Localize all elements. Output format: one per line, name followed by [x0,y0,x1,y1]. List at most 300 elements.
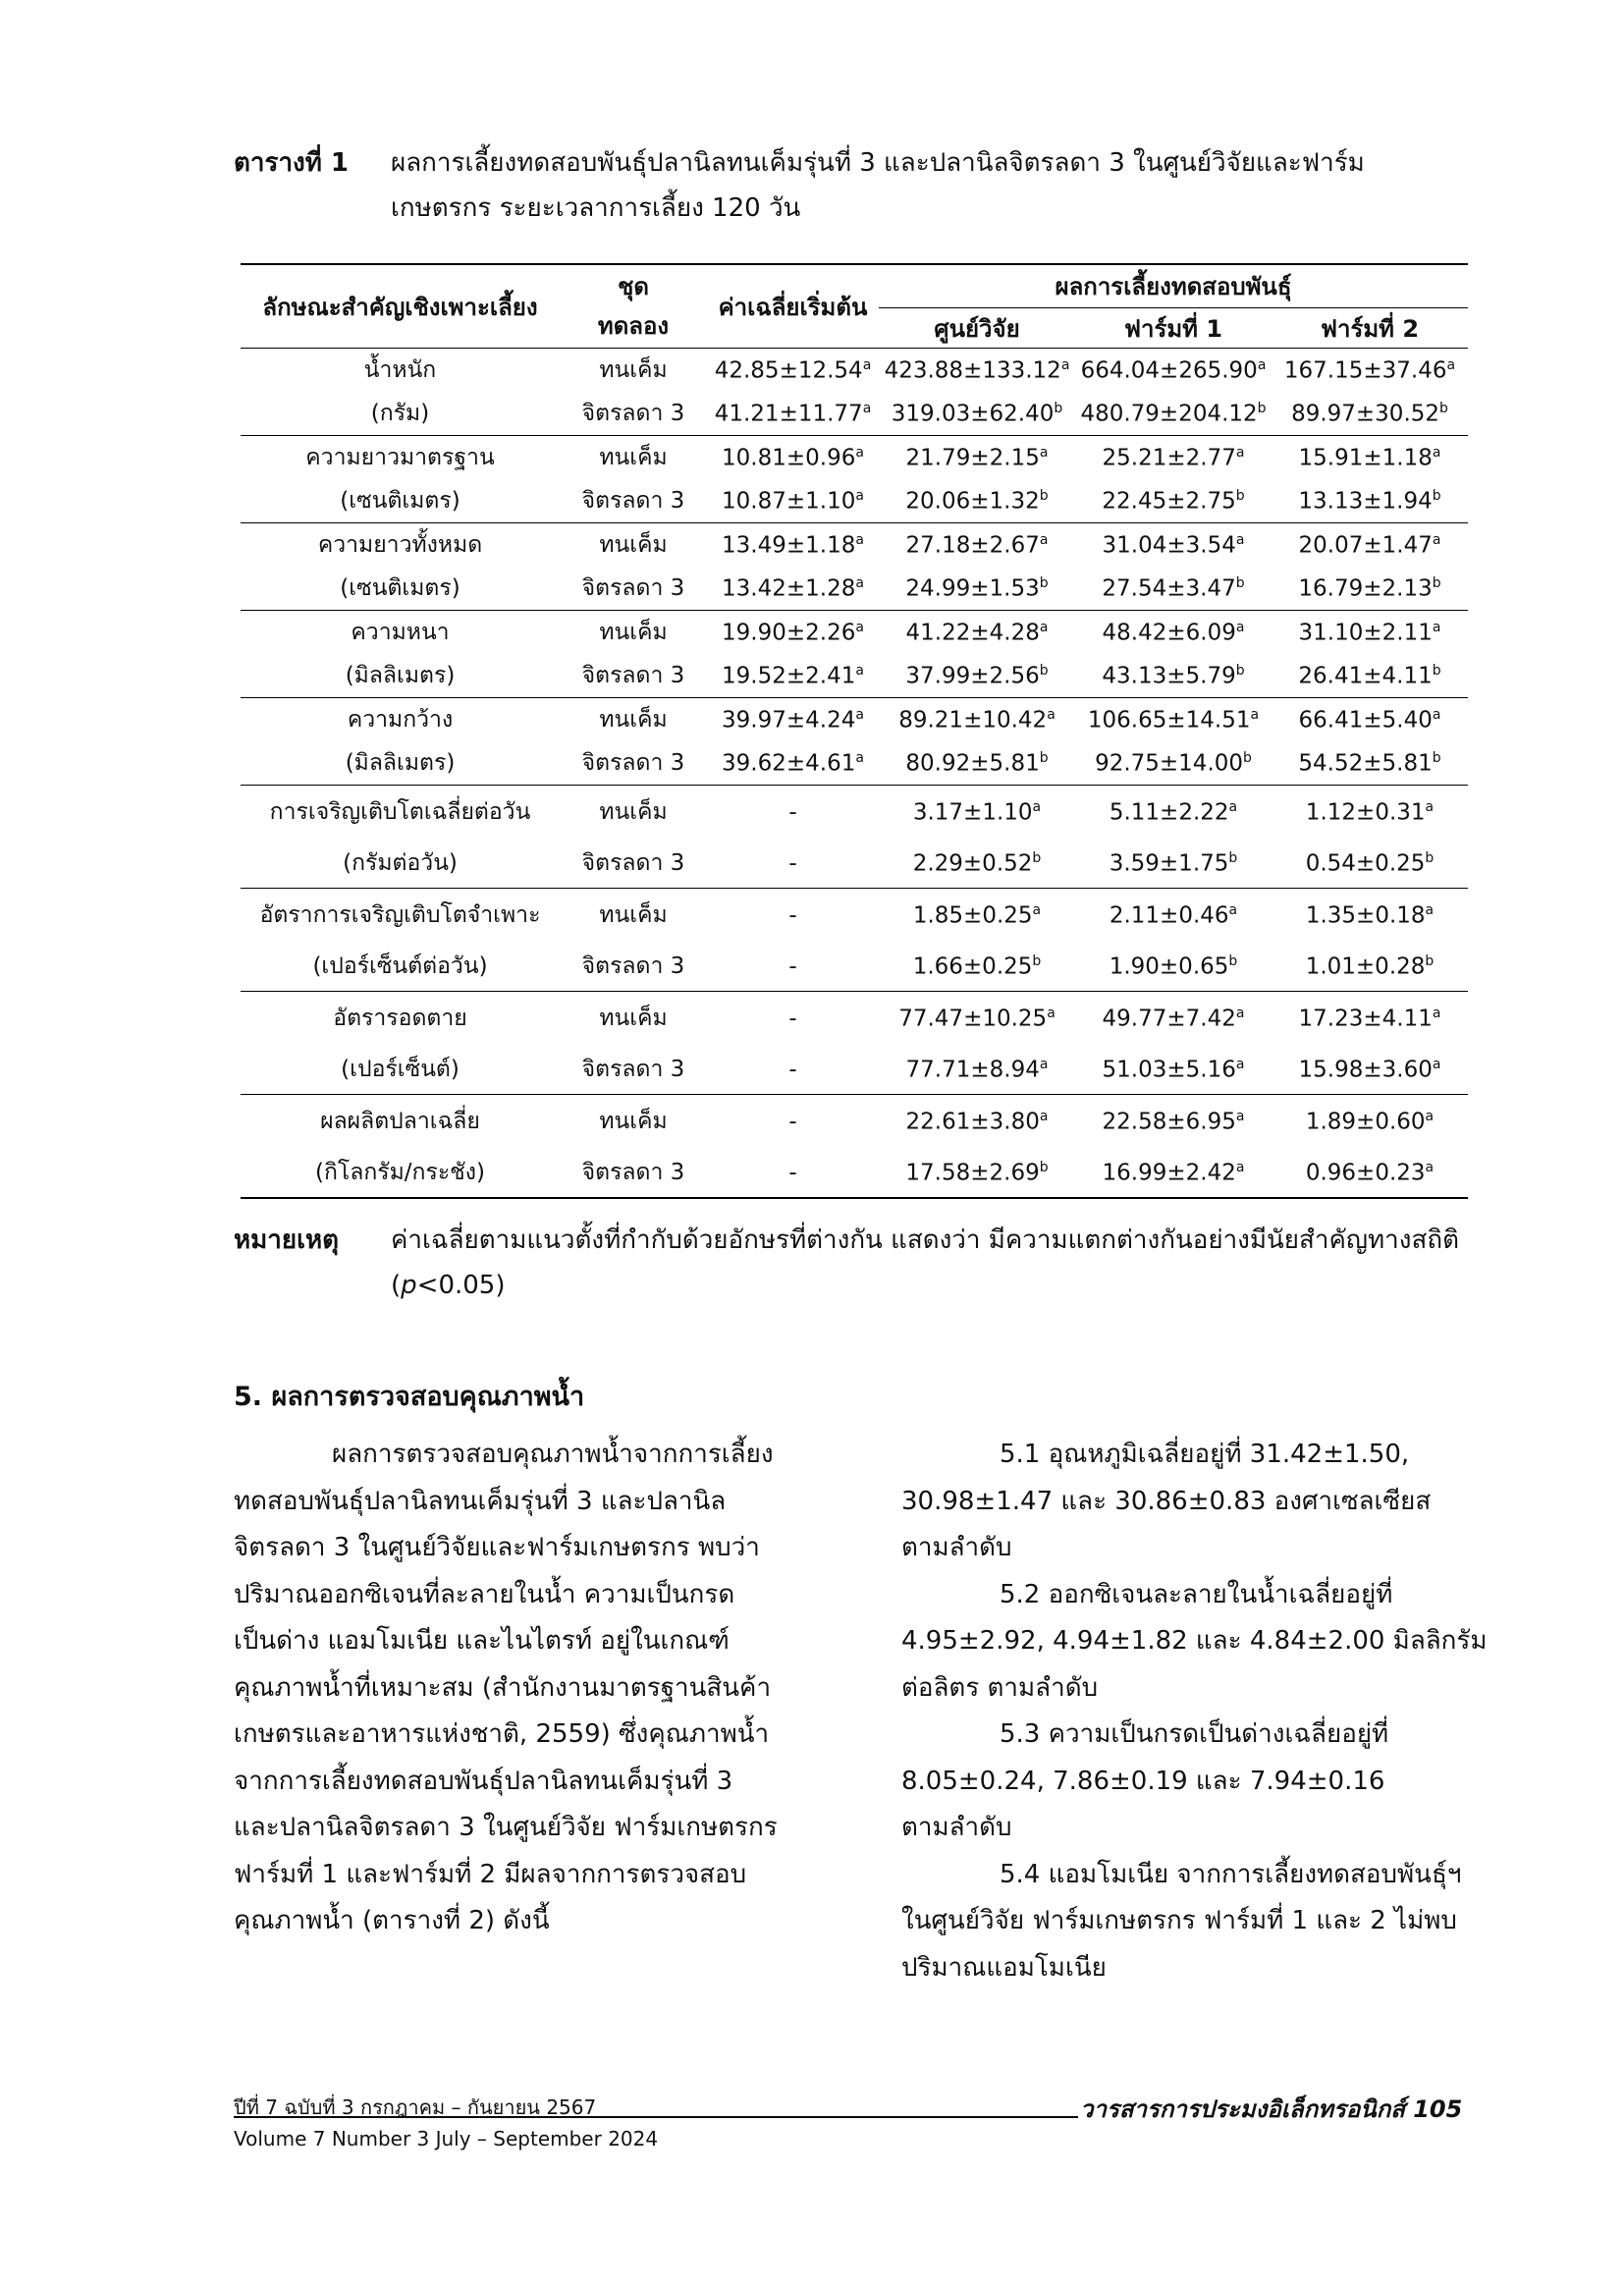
cell-farm1 [1075,436,1272,480]
row-set: จิตรลดา 3 [560,1148,707,1198]
cell-value: - [788,1160,797,1186]
row-set: จิตรลดา 3 [560,567,707,611]
paragraph-line: เป็นด่าง แอมโมเนีย และไนไตรท์ อยู่ในเกณฑ์ [234,1626,730,1656]
cell-value: 77.47±10.25 [898,1006,1048,1032]
significance-letter: b [1257,400,1267,416]
significance-letter: a [1235,531,1245,548]
cell-value: 664.04±265.90 [1080,357,1258,384]
row-set: ทนเค็ม [599,532,668,558]
row-unit: (กรัมต่อวัน) [241,839,560,889]
cell-farm2 [1272,567,1468,611]
header-set-line2: ทดลอง [597,312,670,340]
significance-letter: a [1432,619,1441,635]
cell-value: 25.21±2.77 [1102,445,1236,471]
cell-value: - [788,1006,797,1032]
cell-farm2 [1272,889,1468,943]
significance-letter: a [1060,356,1070,373]
significance-letter: b [1425,849,1435,866]
row-unit: (เปอร์เซ็นต์) [241,1045,560,1095]
cell-value: 106.65±14.51 [1087,707,1251,734]
significance-letter: a [1039,444,1049,461]
paragraph-line: ฟาร์มที่ 1 และฟาร์มที่ 2 มีผลจากการตรวจสอบ [234,1859,747,1889]
significance-letter: a [1425,1159,1435,1175]
cell-value: 0.54±0.25 [1305,850,1426,877]
cell-value: 49.77±7.42 [1102,1006,1236,1032]
cell-value: 51.03±5.16 [1102,1057,1236,1083]
table-row [241,786,1468,840]
row-set: ทนเค็ม [599,445,668,470]
paragraph-line: จิตรลดา 3 ในศูนย์วิจัยและฟาร์มเกษตรกร พบว่า [234,1533,760,1562]
paragraph-line: ต่อลิตร ตามลำดับ [901,1672,1099,1703]
row-characteristic: อัตราการเจริญเติบโตจำเพาะ [259,902,541,928]
row-characteristic: การเจริญเติบโตเฉลี่ยต่อวัน [269,799,531,825]
significance-letter: a [1235,1056,1245,1072]
cell-value: 17.58±2.69 [905,1160,1040,1186]
table-caption-text [391,140,1490,231]
cell-initial [707,479,879,523]
cell-initial [707,654,879,698]
cell-center [879,698,1075,742]
paragraph-line: ตามลำดับ [901,1533,1012,1562]
cell-center [879,654,1075,698]
row-set: ทนเค็ม [599,357,668,383]
note-p-symbol: p [401,1271,417,1300]
significance-letter: a [855,574,864,591]
significance-letter: a [1228,901,1238,918]
paragraph-line: จากการเลี้ยงทดสอบพันธุ์ปลานิลทนเค็มรุ่นที่ 3 [234,1766,733,1796]
cell-value: 19.52±2.41 [722,663,856,689]
cell-farm1 [1075,1045,1272,1095]
row-set: ทนเค็ม [599,707,668,733]
cell-initial [707,1045,879,1095]
cell-value: 1.85±0.25 [912,902,1033,929]
cell-initial [707,436,879,480]
cell-center [879,1045,1075,1095]
cell-center [879,1148,1075,1198]
cell-center [879,567,1075,611]
table-row [241,392,1468,436]
significance-letter: a [855,619,864,635]
paragraph-line: 30.98±1.47 และ 30.86±0.83 องศาเซลเซียส [901,1486,1432,1516]
significance-letter: a [855,444,864,461]
significance-letter: b [1432,749,1441,766]
significance-letter: b [1432,662,1441,679]
cell-value: - [788,850,797,877]
cell-initial [707,392,879,436]
cell-initial [707,889,879,943]
cell-value: 1.01±0.28 [1305,953,1426,980]
cell-farm1 [1075,479,1272,523]
caption-line: เกษตรกร ระยะเวลาการเลี้ยง 120 วัน [391,193,801,223]
cell-value: 167.15±37.46 [1283,357,1447,384]
cell-farm1 [1075,698,1272,742]
header-characteristic: ลักษณะสำคัญเชิงเพาะเลี้ยง [241,264,560,349]
row-characteristic: ความหนา [351,620,450,645]
row-set: จิตรลดา 3 [560,479,707,523]
paragraph-line: ปริมาณออกซิเจนที่ละลายในน้ำ ความเป็นกรด [234,1579,735,1609]
cell-value: 13.42±1.28 [722,575,856,602]
table-row [241,567,1468,611]
row-set: ทนเค็ม [599,1109,668,1134]
paragraph-line: ผลการตรวจสอบคุณภาพน้ำจากการเลี้ยง [332,1440,774,1469]
significance-letter: a [855,706,864,723]
footer-rule [234,2116,1078,2118]
cell-value: 31.10±2.11 [1298,620,1433,646]
cell-farm2 [1272,349,1468,393]
significance-letter: b [1243,749,1252,766]
section-heading: 5. ผลการตรวจสอบคุณภาพน้ำ [234,1382,585,1412]
header-farm2: ฟาร์มที่ 2 [1272,308,1468,349]
row-unit: (มิลลิเมตร) [241,654,560,698]
cell-value: 21.79±2.15 [905,445,1040,471]
significance-letter: a [1425,798,1435,815]
cell-value: 15.91±1.18 [1298,445,1433,471]
cell-value: 2.29±0.52 [912,850,1033,877]
paragraph-line: ทดสอบพันธุ์ปลานิลทนเค็มรุ่นที่ 3 และปลานิล [234,1486,727,1516]
cell-value: 42.85±12.54 [714,357,863,384]
row-set: จิตรลดา 3 [560,1045,707,1095]
significance-letter: a [1235,1108,1245,1124]
footer-thai-issue: ปีที่ 7 ฉบับที่ 3 กรกฎาคม – กันยายน 2567 [234,2096,597,2119]
paragraph-line: 5.4 แอมโมเนีย จากการเลี้ยงทดสอบพันธุ์ฯ [1000,1859,1462,1889]
significance-letter: a [855,531,864,548]
cell-value: 16.79±2.13 [1298,575,1433,602]
note-label: หมายเหตุ [234,1225,340,1255]
cell-farm1 [1075,786,1272,840]
table-row [241,1045,1468,1095]
cell-value: 66.41±5.40 [1298,707,1433,734]
significance-letter: b [1039,574,1049,591]
row-set: จิตรลดา 3 [560,942,707,992]
table-row [241,654,1468,698]
significance-letter: a [862,356,872,373]
cell-initial [707,786,879,840]
cell-initial [707,567,879,611]
right-column-text [901,1432,1488,1991]
cell-center [879,611,1075,655]
significance-letter: b [1039,1159,1049,1175]
cell-value: 319.03±62.40 [891,401,1055,427]
header-set [560,264,707,349]
significance-letter: a [1432,1005,1441,1021]
cell-value: 1.90±0.65 [1109,953,1229,980]
cell-value: 1.35±0.18 [1305,902,1426,929]
paragraph-line: คุณภาพน้ำ (ตารางที่ 2) ดังนี้ [234,1906,550,1935]
row-set: ทนเค็ม [599,799,668,825]
cell-initial [707,698,879,742]
cell-farm2 [1272,992,1468,1046]
cell-value: 22.58±6.95 [1102,1109,1236,1135]
row-unit: (เซนติเมตร) [241,479,560,523]
cell-value: 17.23±4.11 [1298,1006,1433,1032]
significance-letter: a [1425,1108,1435,1124]
cell-value: 19.90±2.26 [722,620,856,646]
significance-letter: a [1446,356,1456,373]
significance-letter: a [1047,1005,1056,1021]
row-characteristic: ความกว้าง [347,707,454,733]
cell-value: 5.11±2.22 [1109,799,1229,826]
cell-farm2 [1272,786,1468,840]
significance-letter: a [1432,1056,1441,1072]
header-farm1: ฟาร์มที่ 1 [1075,308,1272,349]
cell-initial [707,942,879,992]
cell-value: 41.21±11.77 [714,401,863,427]
table-row [241,839,1468,889]
cell-farm1 [1075,523,1272,568]
paragraph-line: 4.95±2.92, 4.94±1.82 และ 4.84±2.00 มิลลิกรัม [901,1626,1488,1656]
cell-farm2 [1272,654,1468,698]
table-row [241,698,1468,742]
table-row [241,1148,1468,1198]
paragraph-line: เกษตรและอาหารแห่งชาติ, 2559) ซึ่งคุณภาพน้ำ [234,1719,770,1749]
row-set: จิตรลดา 3 [560,654,707,698]
significance-letter: a [862,400,872,416]
row-characteristic: ความยาวทั้งหมด [317,532,483,558]
paragraph-line: 5.2 ออกซิเจนละลายในน้ำเฉลี่ยอยู่ที่ [1000,1579,1393,1609]
cell-value: - [788,953,797,980]
significance-letter: b [1439,400,1448,416]
cell-value: - [788,1057,797,1083]
header-center: ศูนย์วิจัย [879,308,1075,349]
significance-letter: b [1432,574,1441,591]
cell-farm1 [1075,1095,1272,1149]
significance-letter: b [1235,662,1245,679]
significance-letter: a [1250,706,1260,723]
cell-center [879,523,1075,568]
cell-value: 3.59±1.75 [1109,850,1229,877]
cell-center [879,839,1075,889]
cell-farm2 [1272,479,1468,523]
significance-letter: a [1235,444,1245,461]
cell-farm2 [1272,436,1468,480]
header-set-line1: ชุด [618,273,649,300]
significance-letter: b [1032,849,1042,866]
cell-value: 22.61±3.80 [905,1109,1040,1135]
paragraph-line: ตามลำดับ [901,1813,1012,1842]
footer-issue-info [234,2092,658,2154]
cell-center [879,479,1075,523]
cell-farm2 [1272,741,1468,786]
significance-letter: a [1032,901,1042,918]
table-row [241,889,1468,943]
cell-value: 39.97±4.24 [722,707,856,734]
cell-value: 2.11±0.46 [1109,902,1229,929]
cell-farm1 [1075,567,1272,611]
cell-initial [707,992,879,1046]
significance-letter: b [1039,662,1049,679]
table-row [241,523,1468,568]
significance-letter: b [1039,487,1049,504]
cell-value: 43.13±5.79 [1102,663,1236,689]
footer-journal-page: วารสารการประมงอิเล็กทรอนิกส์ 105 [1080,2096,1463,2123]
significance-letter: b [1039,749,1049,766]
row-characteristic: อัตรารอดตาย [333,1006,467,1031]
cell-initial [707,1095,879,1149]
header-initial: ค่าเฉลี่ยเริ่มต้น [707,264,879,349]
significance-letter: a [1039,531,1049,548]
row-unit: (กิโลกรัม/กระชัง) [241,1148,560,1198]
paragraph-line: 5.3 ความเป็นกรดเป็นด่างเฉลี่ยอยู่ที่ [1000,1719,1389,1749]
significance-letter: a [1235,1005,1245,1021]
table-row [241,479,1468,523]
cell-center [879,436,1075,480]
cell-value: 26.41±4.11 [1298,663,1433,689]
cell-value: 24.99±1.53 [905,575,1040,602]
cell-initial [707,349,879,393]
significance-letter: a [1047,706,1056,723]
row-unit: (มิลลิเมตร) [241,741,560,786]
cell-value: 10.87±1.10 [722,488,856,515]
cell-initial [707,741,879,786]
cell-value: 89.21±10.42 [898,707,1048,734]
row-unit: (กรัม) [241,392,560,436]
significance-letter: a [1039,1056,1049,1072]
cell-farm1 [1075,839,1272,889]
cell-initial [707,611,879,655]
cell-value: 20.06±1.32 [905,488,1040,515]
cell-farm1 [1075,611,1272,655]
cell-farm2 [1272,523,1468,568]
cell-farm1 [1075,392,1272,436]
cell-value: 10.81±0.96 [722,445,856,471]
row-characteristic: น้ำหนัก [363,357,437,383]
cell-farm2 [1272,698,1468,742]
cell-initial [707,523,879,568]
row-unit: (เซนติเมตร) [241,567,560,611]
cell-value: 48.42±6.09 [1102,620,1236,646]
note-line2 [391,1263,1490,1308]
cell-farm2 [1272,392,1468,436]
significance-letter: a [1432,444,1441,461]
cell-center [879,741,1075,786]
cell-farm1 [1075,992,1272,1046]
significance-letter: a [1432,531,1441,548]
cell-value: 3.17±1.10 [912,799,1033,826]
paragraph-line: คุณภาพน้ำที่เหมาะสม (สำนักงานมาตรฐานสินค้า [234,1672,772,1703]
cell-farm1 [1075,654,1272,698]
cell-value: 31.04±3.54 [1102,532,1236,559]
cell-value: 1.12±0.31 [1305,799,1426,826]
cell-value: 480.79±204.12 [1080,401,1258,427]
table-row [241,992,1468,1046]
significance-letter: a [1432,706,1441,723]
cell-center [879,992,1075,1046]
cell-farm2 [1272,839,1468,889]
cell-value: - [788,799,797,826]
cell-center [879,889,1075,943]
cell-value: 54.52±5.81 [1298,750,1433,777]
note-line1: ค่าเฉลี่ยตามแนวตั้งที่กำกับด้วยอักษรที่ต่างกัน แสดงว่า มีความแตกต่างกันอย่างมีนัยสำคัญทางสถิติ [391,1225,1459,1255]
cell-value: 77.71±8.94 [905,1057,1040,1083]
significance-letter: b [1432,487,1441,504]
cell-initial [707,1148,879,1198]
significance-letter: a [1257,356,1267,373]
table-row [241,942,1468,992]
cell-value: - [788,902,797,929]
table-body [241,349,1468,1199]
cell-value: 41.22±4.28 [905,620,1040,646]
cell-farm1 [1075,942,1272,992]
significance-letter: a [855,749,864,766]
significance-letter: a [1235,1159,1245,1175]
row-set: จิตรลดา 3 [560,392,707,436]
paragraph-line: และปลานิลจิตรลดา 3 ในศูนย์วิจัย ฟาร์มเกษตรกร [234,1813,778,1842]
row-characteristic: ความยาวมาตรฐาน [305,445,495,470]
cell-value: 1.89±0.60 [1305,1109,1426,1135]
cell-value: 22.45±2.75 [1102,488,1236,515]
paragraph-line: 5.1 อุณหภูมิเฉลี่ยอยู่ที่ 31.42±1.50, [1000,1440,1410,1469]
caption-line: ผลการเลี้ยงทดสอบพันธุ์ปลานิลทนเค็มรุ่นที่ 3 และปลานิลจิตรลดา 3 ในศูนย์วิจัยและฟาร์ม [391,148,1365,178]
note-threshold: <0.05) [416,1271,506,1300]
row-set: จิตรลดา 3 [560,741,707,786]
significance-letter: b [1032,952,1042,969]
row-set: ทนเค็ม [599,620,668,645]
paragraph-line: ในศูนย์วิจัย ฟาร์มเกษตรกร ฟาร์มที่ 1 และ 2 ไม่พบ [901,1906,1457,1935]
significance-letter: a [1039,1108,1049,1124]
significance-letter: b [1054,400,1063,416]
cell-value: 13.49±1.18 [722,532,856,559]
cell-value: 0.96±0.23 [1305,1160,1426,1186]
cell-value: 1.66±0.25 [912,953,1033,980]
table-caption-label: ตารางที่ 1 [234,148,350,178]
cell-farm2 [1272,611,1468,655]
significance-letter: a [1039,619,1049,635]
cell-value: 80.92±5.81 [905,750,1040,777]
cell-farm2 [1272,1148,1468,1198]
cell-center [879,349,1075,393]
results-table [241,263,1468,1199]
significance-letter: b [1425,952,1435,969]
significance-letter: b [1235,574,1245,591]
significance-letter: a [1425,901,1435,918]
cell-center [879,1095,1075,1149]
row-set: ทนเค็ม [599,1006,668,1031]
cell-value: 27.18±2.67 [905,532,1040,559]
cell-value: 20.07±1.47 [1298,532,1433,559]
cell-center [879,942,1075,992]
paragraph-line: ปริมาณแอมโมเนีย [901,1952,1107,1983]
cell-center [879,786,1075,840]
cell-farm1 [1075,1148,1272,1198]
cell-farm1 [1075,741,1272,786]
cell-value: - [788,1109,797,1135]
note-paren: ( [391,1271,402,1300]
significance-letter: b [1228,849,1238,866]
significance-letter: a [1235,619,1245,635]
table-row [241,349,1468,393]
cell-value: 15.98±3.60 [1298,1057,1433,1083]
cell-farm2 [1272,1045,1468,1095]
row-unit: (เปอร์เซ็นต์ต่อวัน) [241,942,560,992]
table-row [241,741,1468,786]
cell-center [879,392,1075,436]
cell-value: 16.99±2.42 [1102,1160,1236,1186]
footer-eng-issue: Volume 7 Number 3 July – September 2024 [234,2127,659,2150]
significance-letter: a [855,487,864,504]
cell-value: 27.54±3.47 [1102,575,1236,602]
cell-farm1 [1075,889,1272,943]
cell-value: 13.13±1.94 [1298,488,1433,515]
cell-value: 423.88±133.12 [884,357,1061,384]
cell-farm2 [1272,1095,1468,1149]
table-row [241,1095,1468,1149]
table-row [241,436,1468,480]
note-text [391,1218,1490,1308]
header-group: ผลการเลี้ยงทดสอบพันธุ์ [879,264,1468,308]
cell-value: 37.99±2.56 [905,663,1040,689]
cell-value: 89.97±30.52 [1291,401,1440,427]
significance-letter: a [855,662,864,679]
